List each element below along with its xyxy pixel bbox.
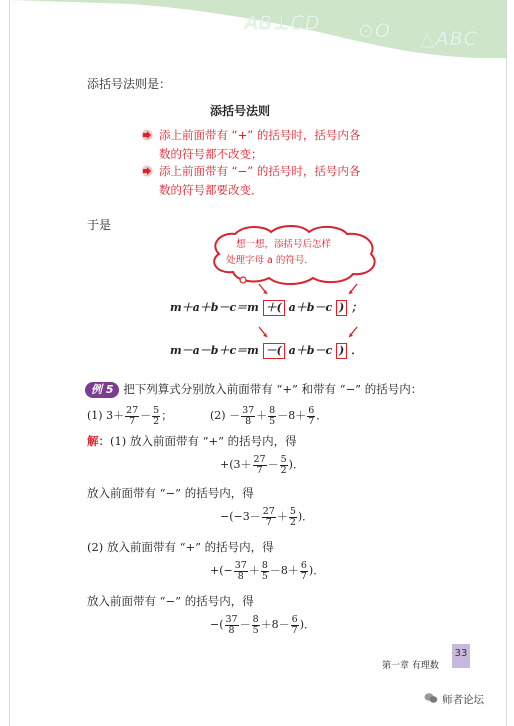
expr-part: )． [288,458,304,471]
solution-line-2: 放入前面带有 “−” 的括号内，得 [87,486,254,500]
numerator: 27 [262,505,275,517]
formula2-close-box: ) [336,343,347,359]
fraction [252,615,260,636]
formula1-inner: a＋b－c [284,301,337,314]
rule2-line2: 数的符号都要改变． [159,183,263,197]
banner-text-triangle: △ABC [420,28,478,50]
fraction [300,561,308,582]
fraction [253,455,267,476]
rule-box-title: 添括号法则 [210,104,271,118]
punct: ． [316,409,328,422]
solution-expr-3 [210,559,324,583]
denominator: 2 [289,516,296,528]
operator: ＋ [248,564,260,577]
numerator: 5 [280,453,287,465]
expr-part: −(−3－ [220,510,261,523]
formula1-open-box: ＋( [263,300,285,316]
example-prompt: 把下列算式分别放入前面带有 “+” 和带有 “−” 的括号内： [123,382,423,396]
denominator: 7 [129,415,136,427]
fraction [241,406,255,427]
denominator: 5 [261,570,268,582]
operator: ＋ [256,409,268,422]
banner-text-circle: ⊙O [358,20,391,42]
page-number: 33 [452,644,470,668]
expr-part: )． [308,564,325,577]
denominator: 8 [245,415,252,427]
solution-expr-2 [220,505,313,529]
example-question-1 [87,404,172,428]
textbook-page [9,0,507,726]
numerator: 8 [261,559,268,571]
rule1-line1: 添上前面带有 “+” 的括号时，括号内各 [159,128,361,142]
formula1-close-box: ) [336,300,347,316]
formula-minus-bracket [170,342,362,359]
numerator: 37 [234,559,247,571]
therefore-text: 于是 [87,218,112,232]
numerator: 37 [225,613,238,625]
fraction [261,561,269,582]
formula2-open-box: －( [263,343,285,359]
denominator: 7 [291,624,298,636]
denominator: 7 [300,570,307,582]
formula1-tail: ； [347,301,363,314]
operator: －8＋ [269,564,299,577]
operator: ＋ [276,510,288,523]
numerator: 6 [291,613,298,625]
numerator: 5 [153,404,160,416]
example-question-2 [210,404,327,428]
solution-line-3: (2) 放入前面带有 “+” 的括号内，得 [87,540,274,554]
example-badge: 例 5 [85,382,119,398]
numerator: 27 [126,404,139,416]
wechat-icon [424,692,438,704]
fraction [225,615,239,636]
fraction [291,615,299,636]
numerator: 6 [308,404,315,416]
denominator: 5 [252,624,259,636]
formula-plus-bracket [170,299,362,316]
solution-expr-1 [220,453,304,477]
expr-part: −( [210,618,224,631]
intro-text: 添括号法则是： [87,77,172,91]
denominator: 2 [153,415,160,427]
rule2-line1: 添上前面带有 “−” 的括号时，括号内各 [159,164,361,178]
expr-part: )． [297,510,314,523]
q2-prefix: (2) － [210,409,241,422]
operator: － [267,458,279,471]
cloud-text-line2: 处理字母 a 的符号． [226,255,314,266]
punct: ； [161,409,173,422]
banner-text-perpendicular: AB⊥CD [245,12,321,34]
fraction [262,507,276,528]
formula2-inner: a＋b－c [284,344,337,357]
solution-label: 解： [87,434,110,448]
expr-part: +(3＋ [220,458,252,471]
fraction [234,561,248,582]
numerator: 27 [253,453,266,465]
chapter-label: 第一章 有理数 [382,661,439,671]
denominator: 7 [308,415,315,427]
rule1-line2: 数的符号都不改变； [159,147,263,161]
formula1-lhs: m＋a＋b－c＝m [170,301,263,314]
pointer-arrows-icon [253,282,363,298]
denominator: 7 [265,516,272,528]
denominator: 2 [280,464,287,476]
fraction [125,406,139,427]
pointer-arrows-icon [253,325,363,341]
numerator: 8 [269,404,276,416]
solution-text: (1) 放入前面带有 “+” 的括号内，得 [110,434,297,448]
example-heading [85,382,422,398]
expr-part: +(− [210,564,233,577]
formula2-lhs: m－a－b＋c＝m [170,344,263,357]
numerator: 5 [289,505,296,517]
operator: －8＋ [277,409,307,422]
solution-line-1 [87,434,297,448]
fraction [268,406,276,427]
fraction [289,507,297,528]
denominator: 8 [228,624,235,636]
numerator: 8 [252,613,259,625]
rule-arrow-icon [141,165,153,177]
watermark-text: 师者论坛 [442,694,484,706]
denominator: 8 [237,570,244,582]
fraction [280,455,288,476]
cloud-text-line1: 想一想，添括号后怎样 [236,239,332,250]
formula2-tail: ． [347,344,363,357]
expr-part: )． [299,618,315,631]
numerator: 6 [300,559,307,571]
operator: － [140,409,152,422]
numerator: 37 [242,404,255,416]
denominator: 5 [269,415,276,427]
denominator: 7 [256,464,263,476]
q1-prefix: (1) 3＋ [87,409,125,422]
rule-arrow-icon [141,129,153,141]
fraction [152,406,160,427]
solution-expr-4 [210,613,315,637]
solution-line-4: 放入前面带有 “−” 的括号内，得 [87,594,254,608]
fraction [307,406,315,427]
operator: ＋8－ [260,618,290,631]
operator: － [239,618,251,631]
